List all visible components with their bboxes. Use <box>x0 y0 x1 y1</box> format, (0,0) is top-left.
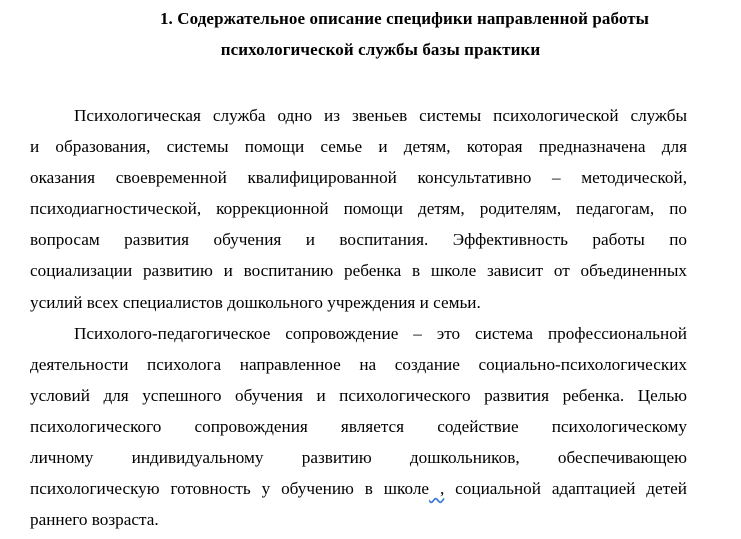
paragraph-line: личному индивидуальному развитию дошкольников, обеспечивающею <box>30 448 687 468</box>
paragraph-line: и образования, системы помощи семье и детям, которая предназначена для <box>30 137 687 157</box>
paragraph-line: усилий всех специалистов дошкольного учреждения и семьи. <box>30 292 481 312</box>
paragraph-line: вопросам развития обучения и воспитания. Эффективность работы по <box>30 230 687 250</box>
document-body <box>30 100 687 535</box>
paragraph-line: Психолого-педагогическое сопровождение – это система профессиональной <box>74 323 687 343</box>
paragraph-line: раннего возраста. <box>30 510 159 530</box>
paragraph-line: Психологическая служба одно из звеньев системы психологической службы <box>74 106 687 125</box>
paragraph-line: психологического сопровождения является содействие психологическому <box>30 416 687 436</box>
paragraph-line <box>30 473 687 504</box>
spellcheck-marked-text: , <box>429 479 445 499</box>
section-heading <box>0 3 741 65</box>
paragraph-1 <box>30 100 687 318</box>
paragraph-line: оказания своевременной квалифицированной консультативно – методической, <box>30 168 687 188</box>
paragraph-2 <box>30 318 687 536</box>
paragraph-line: психодиагностической, коррекционной помощи детям, родителям, педагогам, по <box>30 199 687 219</box>
line-text-before: психологическую готовность у обучению в школе <box>30 479 430 499</box>
heading-line-2: психологической службы базы практики <box>220 40 541 59</box>
paragraph-line: деятельности психолога направленное на создание социально-психологических <box>30 354 687 374</box>
paragraph-line: социализации развитию и воспитанию ребенка в школе зависит от объединенных <box>30 261 687 281</box>
line-text-after: социальной адаптацией детей <box>444 479 688 499</box>
paragraph-line: условий для успешного обучения и психологического развития ребенка. Целью <box>30 385 687 405</box>
heading-line-1: 1. Содержательное описание специфики направленной работы <box>159 9 650 28</box>
